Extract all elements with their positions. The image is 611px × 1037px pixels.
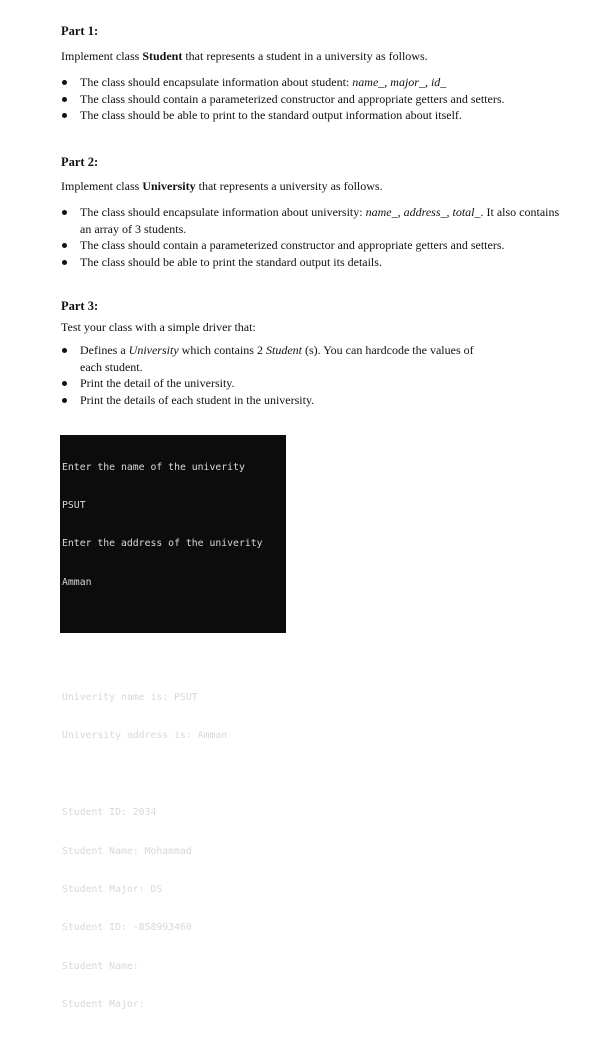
part2-intro-suffix: that represents a university as follows. <box>195 179 383 193</box>
console-line: Enter the address of the univerity <box>62 538 263 550</box>
bullet-mid: which contains 2 <box>178 343 266 357</box>
console-line <box>62 615 286 628</box>
bullet-text: Print the details of each student in the university. <box>80 392 315 407</box>
list-item <box>0 107 560 124</box>
bullet-pre: Defines a <box>80 343 129 357</box>
bullet-text: The class should contain a parameterized constructor and appropriate getters and setters. <box>80 238 505 252</box>
part3-title: Part 3: <box>61 299 99 313</box>
part1-intro-suffix: that represents a student in a university as follows. <box>182 49 428 63</box>
list-item <box>0 254 560 271</box>
console-line: Amman <box>62 576 92 588</box>
list-item <box>0 74 560 91</box>
part3-intro: Test your class with a simple driver that: <box>61 320 256 334</box>
list-item <box>0 237 560 254</box>
bullet-italic: name_, major_, id_ <box>352 75 447 89</box>
part2-intro <box>61 179 383 194</box>
bullet-dot-icon <box>62 381 67 386</box>
bullet-dot-icon <box>62 243 67 248</box>
part2-title: Part 2: <box>61 155 99 169</box>
bullet-post: (s). You can hardcode the values of each student. <box>80 343 474 374</box>
part1-intro <box>61 49 428 64</box>
bullet-dot-icon <box>62 113 67 118</box>
bullet-dot-icon <box>62 398 67 403</box>
bullet-italic-university: University <box>128 343 179 357</box>
bullet-dot-icon <box>62 348 67 353</box>
list-item <box>0 375 560 392</box>
bullet-italic-student: Student <box>265 343 302 357</box>
part2-bullet-list <box>0 204 560 270</box>
list-item <box>0 204 560 237</box>
console-line: Student Major: <box>62 999 145 1011</box>
part2-intro-class: University <box>142 179 196 193</box>
bullet-italic: name_, address_, total_ <box>365 205 481 219</box>
console-line: Student ID: 2034 <box>62 807 157 819</box>
console-line: Enter the name of the univerity <box>62 461 245 473</box>
bullet-text: The class should encapsulate information about student: <box>80 75 353 89</box>
part1-intro-class: Student <box>142 49 183 63</box>
console-line: Student Name: <box>62 960 139 972</box>
console-line <box>62 769 286 782</box>
bullet-dot-icon <box>62 80 67 85</box>
part1-intro-prefix: Implement class <box>61 49 143 63</box>
bullet-text: The class should be able to print to the standard output information about itself. <box>80 108 462 122</box>
bullet-text: The class should encapsulate information about university: <box>80 205 366 219</box>
part2-intro-prefix: Implement class <box>61 179 143 193</box>
console-line: Student ID: -858993460 <box>62 922 192 934</box>
console-line: Student Name: Mohammad <box>62 845 192 857</box>
bullet-text: The class should be able to print the standard output its details. <box>80 254 382 269</box>
bullet-dot-icon <box>62 210 67 215</box>
list-item <box>0 392 560 409</box>
console-line: PSUT <box>62 499 86 511</box>
console-line: University address is: Amman <box>62 730 228 742</box>
console-line: Student Major: DS <box>62 883 163 895</box>
bullet-after: . It also contains an array of 3 students. <box>80 205 560 236</box>
list-item <box>0 91 560 108</box>
part1-title: Part 1: <box>61 24 99 38</box>
bullet-text: Print the detail of the university. <box>80 376 235 390</box>
list-item <box>0 342 560 375</box>
part1-bullet-list <box>0 74 560 124</box>
bullet-dot-icon <box>62 260 67 265</box>
bullet-text: The class should contain a parameterized constructor and appropriate getters and setters. <box>80 91 505 106</box>
bullet-dot-icon <box>62 97 67 102</box>
console-line: Univerity name is: PSUT <box>62 691 198 703</box>
console-output <box>60 435 286 1011</box>
console-line <box>62 654 286 667</box>
part3-bullet-list <box>0 342 560 408</box>
